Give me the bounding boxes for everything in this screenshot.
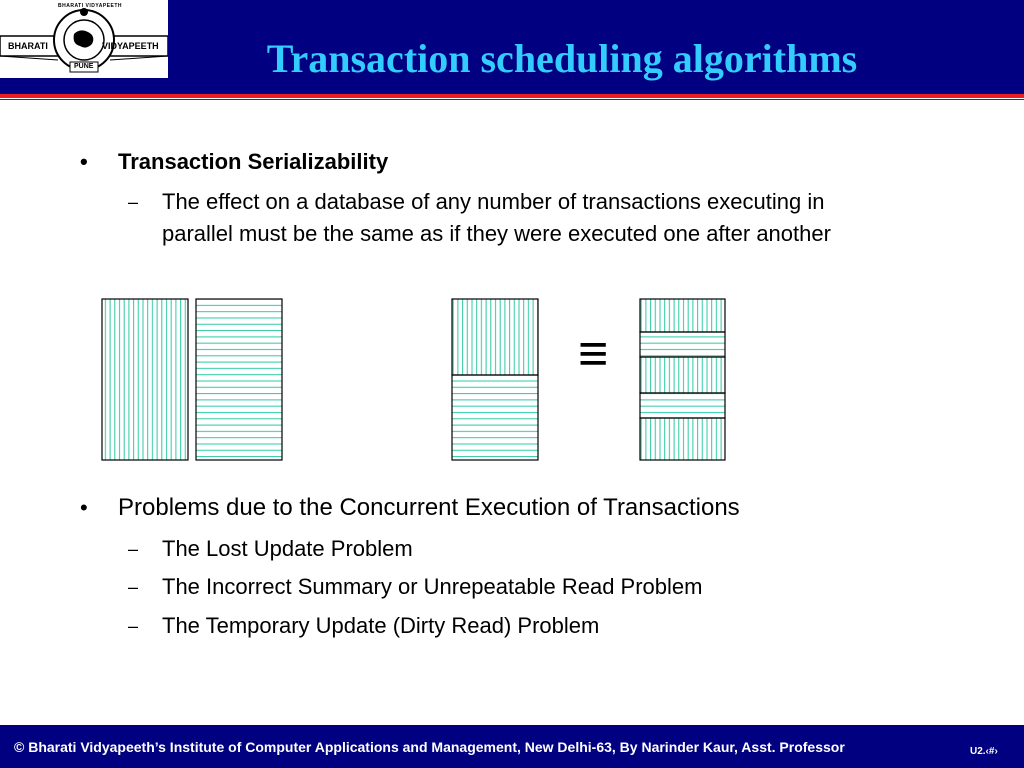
description-line-1: The effect on a database of any number of transactions executing in [162,189,825,214]
bullet-label: Transaction Serializability [118,149,389,174]
transaction-a-block [102,299,188,460]
problem-label: The Incorrect Summary or Unrepeatable Read Problem [162,574,703,599]
equivalence-symbol: ≡ [578,325,609,383]
problem-item [128,533,413,565]
logo-text-right: VIDYAPEETH [102,41,159,51]
problem-label: The Lost Update Problem [162,536,413,561]
dash-mark: – [128,577,139,597]
dash-mark: – [128,192,139,212]
problem-item [128,610,600,642]
problem-label: The Temporary Update (Dirty Read) Problem [162,613,600,638]
bullet-mark: • [80,495,88,520]
dash-mark: – [128,616,139,636]
bullet-mark: • [80,149,88,174]
dash-mark: – [128,539,139,559]
serial-schedule [452,299,538,460]
interleaved-schedule [640,299,725,460]
problem-item [128,571,703,603]
bullet-label: Problems due to the Concurrent Execution of Transactions [118,494,740,521]
description-line-2: parallel must be the same as if they were executed one after another [162,221,831,246]
logo-ring-text: BHARATI VIDYAPEETH [58,3,123,9]
logo-city-text: PUNE [74,63,94,70]
transaction-b-block [196,299,282,460]
slide-number: U2.‹#› [970,746,998,757]
slide-title: Transaction scheduling algorithms [266,36,858,81]
logo-text-left: BHARATI [8,41,48,51]
bullet-concurrency-problems [80,494,740,522]
footer-copyright: © Bharati Vidyapeeth’s Institute of Computer Applications and Management, New Delhi-63, By Narinder Kaur, Asst. Professor [14,739,845,755]
